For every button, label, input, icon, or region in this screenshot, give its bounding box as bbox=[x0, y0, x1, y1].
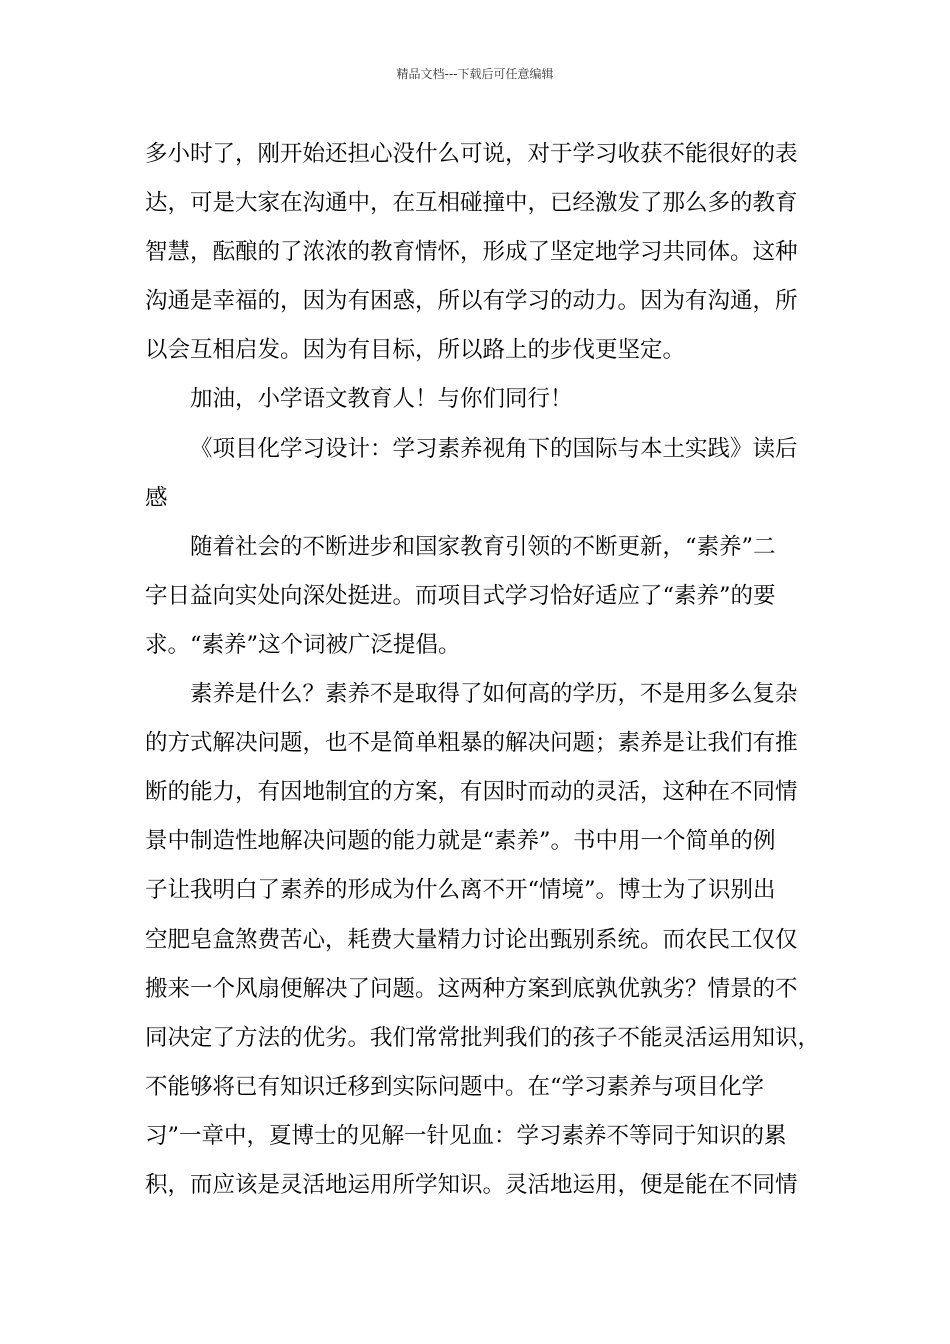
text-line: 习”一章中，夏博士的见解一针见血：学习素养不等同于知识的累 bbox=[145, 1122, 787, 1149]
text-line: 积，而应该是灵活地运用所学知识。灵活地运用，便是能在不同情 bbox=[145, 1171, 798, 1198]
text-line: 加油，小学语文教育人！与你们同行！ bbox=[190, 386, 573, 413]
text-line: 《项目化学习设计：学习素养视角下的国际与本土实践》读后 bbox=[190, 435, 798, 462]
text-line: 断的能力，有因地制宜的方案，有因时而动的灵活，这种在不同情 bbox=[145, 779, 798, 806]
text-line: 随着社会的不断进步和国家教育引领的不断更新，“素养”二 bbox=[190, 533, 776, 560]
text-line: 子让我明白了素养的形成为什么离不开“情境”。博士为了识别出 bbox=[145, 877, 776, 904]
text-line: 沟通是幸福的，因为有困惑，所以有学习的动力。因为有沟通，所 bbox=[145, 288, 798, 315]
text-line: 求。“素养”这个词被广泛提倡。 bbox=[145, 631, 461, 658]
text-line: 素养是什么？素养不是取得了如何高的学历，不是用多么复杂 bbox=[190, 681, 798, 708]
text-line: 字日益向实处向深处挺进。而项目式学习恰好适应了“素养”的要 bbox=[145, 582, 776, 609]
body-text bbox=[145, 130, 821, 1210]
text-line: 多小时了，刚开始还担心没什么可说，对于学习收获不能很好的表 bbox=[145, 141, 798, 167]
text-line: 的方式解决问题，也不是简单粗暴的解决问题；素养是让我们有推 bbox=[145, 730, 798, 757]
text-line: 空肥皂盒煞费苦心，耗费大量精力讨论出甄别系统。而农民工仅仅 bbox=[145, 926, 798, 953]
text-line: 以会互相启发。因为有目标，所以路上的步伐更坚定。 bbox=[145, 337, 686, 364]
text-line: 达，可是大家在沟通中，在互相碰撞中，已经激发了那么多的教育 bbox=[145, 190, 798, 217]
text-line: 智慧，酝酿的了浓浓的教育情怀，形成了坚定地学习共同体。这种 bbox=[145, 239, 798, 266]
text-line: 同决定了方法的优劣。我们常常批判我们的孩子不能灵活运用知识， bbox=[145, 1024, 821, 1051]
text-line: 感 bbox=[145, 484, 168, 511]
text-line: 不能够将已有知识迁移到实际问题中。在“学习素养与项目化学 bbox=[145, 1073, 765, 1100]
text-line: 搬来一个风扇便解决了问题。这两种方案到底孰优孰劣？情景的不 bbox=[145, 975, 798, 1002]
text-line: 景中制造性地解决问题的能力就是“素养”。书中用一个简单的例 bbox=[145, 828, 776, 855]
page-header: 精品文档---下载后可任意编辑 bbox=[396, 67, 554, 81]
